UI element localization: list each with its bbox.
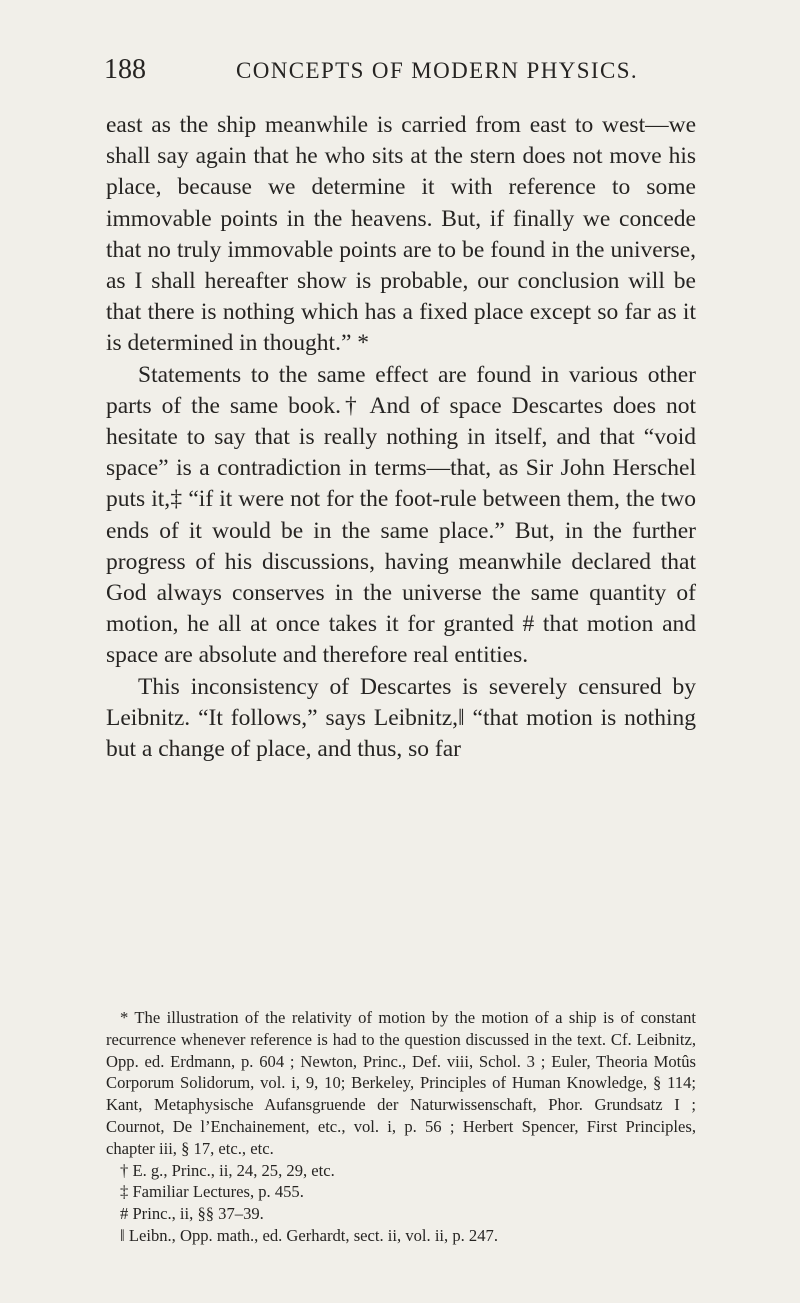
footnote-3-mark: ‡ xyxy=(120,1182,129,1202)
footnote-5-text: Leibn., Opp. math., ed. Gerhardt, sect. ii, vol. ii, p. 247. xyxy=(128,1225,498,1245)
footnote-5 xyxy=(106,1225,696,1247)
paragraph-1: east as the ship meanwhile is carried from east to west—we shall say again that he who sits at the stern does not move his place, because we determine it with reference to some immovable points in the heavens. But, if finally we concede that no truly immovable points are to be found in the universe, as I shall hereafter show is probable, our conclusion will be that there is nothing which has a fixed place except so far as it is determined in thought.” * xyxy=(106,112,696,357)
footnote-2-text: E. g., Princ., ii, 24, 25, 29, etc. xyxy=(132,1160,335,1180)
footnote-4 xyxy=(106,1203,696,1225)
paragraph-2: Statements to the same effect are found in various other parts of the same book.† And of space Descartes does not hesitate to say that is really nothing in itself, and that “void space” is a contradiction in terms—that, as Sir John Herschel puts it,‡ “if it were not for the foot-rule between them, the two ends of it would be in the same place.” But, in the further progress of his discussions, having meanwhile declared that God always conserves in the universe the same quantity of motion, he all at once takes it for granted # that motion and space are absolute and therefore real entities. xyxy=(106,361,696,669)
footnote-1-mark: * xyxy=(120,1008,129,1027)
footnote-2-mark: † xyxy=(120,1160,129,1180)
page-number: 188 xyxy=(104,54,146,85)
footnote-1 xyxy=(106,1007,696,1160)
page-header xyxy=(104,54,696,90)
footnote-5-mark: ‖ xyxy=(120,1225,125,1245)
paragraph-3: This inconsistency of Descartes is severely censured by Leibnitz. “It follows,” says Leibnitz,‖ “that motion is nothing but a change of place, and thus, so far xyxy=(106,673,696,763)
running-head: CONCEPTS OF MODERN PHYSICS. xyxy=(236,58,639,83)
footnote-4-text: Princ., ii, §§ 37–39. xyxy=(132,1204,264,1224)
footnote-1-text: The illustration of the relativity of motion by the motion of a ship is of constant recurrence whenever reference is had to the question discussed in the text. Cf. Leibnitz, Opp. ed. Erdmann, p. 604 ; Newton, Princ., Def. viii, Schol. 3 ; Euler, Theoria Motûs Corporum Solidorum, vol. i, 9, 10; Berkeley, Principles of Human Knowledge, § 114; Kant, Metaphysische Aufansgruende der Naturwissenschaft, Phor. Grundsatz I ; Cournot, De l’Enchainement, etc., vol. i, p. 56 ; Herbert Spencer, First Principles, chapter iii, § 17, etc., etc. xyxy=(106,1008,696,1158)
footnote-3-text: Familiar Lectures, p. 455. xyxy=(132,1182,304,1202)
footnotes xyxy=(106,1007,696,1247)
footnote-2 xyxy=(106,1160,696,1182)
footnote-4-mark: # xyxy=(120,1204,129,1224)
footnote-3 xyxy=(106,1181,696,1203)
main-text xyxy=(106,110,696,765)
